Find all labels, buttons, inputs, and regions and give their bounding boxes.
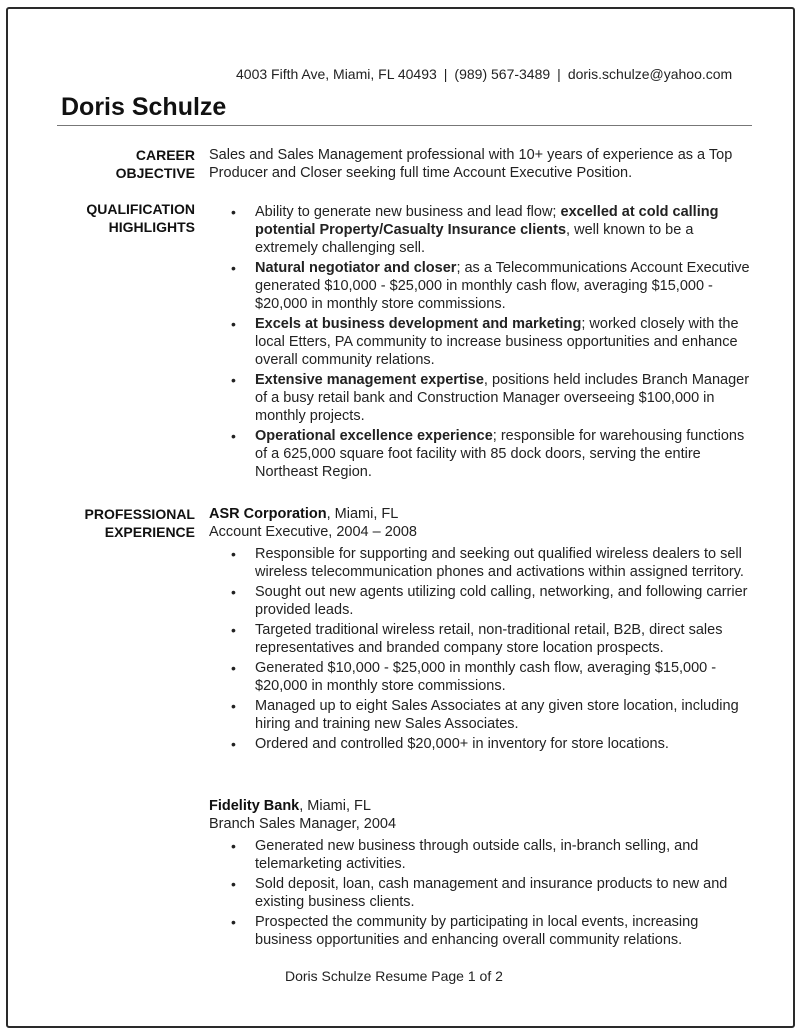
header-divider [57,125,752,126]
list-item: • Excels at business development and marketing; worked closely with the local Etters, PA community to increase business opportunities and enhance overall community relations. [209,315,757,369]
list-item: • Sought out new agents utilizing cold calling, networking, and following carrier provided leads. [209,583,757,619]
address: 4003 Fifth Ave, Miami, FL 40493 [236,66,437,82]
list-item: • Extensive management expertise, positions held includes Branch Manager of a busy retail bank and Construction Manager overseeing $100,000 in monthly projects. [209,371,757,425]
job-bullets-fidelity [209,837,757,951]
contact-line [236,66,732,82]
company-location: , Miami, FL [299,798,371,814]
company-location: , Miami, FL [326,506,399,522]
page-footer: Doris Schulze Resume Page 1 of 2 [285,968,503,984]
company-name: ASR Corporation [209,506,327,522]
objective-text: Sales and Sales Management professional with 10+ years of experience as a Top Producer and Closer seeking full time Account Executive Position. [209,147,733,181]
job-bullets-asr [209,545,757,755]
separator: | [557,66,561,82]
list-item: • Ability to generate new business and lead flow; excelled at cold calling potential Property/Casualty Insurance clients, well known to be a extremely challenging sell. [209,203,757,257]
phone: (989) 567-3489 [454,66,551,82]
job-header-fidelity [209,797,396,833]
separator: | [443,66,448,82]
list-item: • Operational excellence experience; responsible for warehousing functions of a 625,000 square foot facility with 85 dock doors, serving the entire Northeast Region. [209,427,757,481]
list-item: • Responsible for supporting and seeking out qualified wireless dealers to sell wireless telecommunication phones and activations within assigned territory. [209,545,757,581]
list-item: • Generated new business through outside calls, in-branch selling, and telemarketing activities. [209,837,757,873]
list-item: • Managed up to eight Sales Associates at any given store location, including hiring and training new Sales Associates. [209,697,757,733]
list-item: • Ordered and controlled $20,000+ in inventory for store locations. [209,735,757,753]
job-title: Account Executive, 2004 – 2008 [209,524,417,540]
section-label-objective: CAREER OBJECTIVE [115,147,195,181]
company-name: Fidelity Bank [209,798,300,814]
list-item: • Targeted traditional wireless retail, non-traditional retail, B2B, direct sales representatives and branded company store location prospects. [209,621,757,657]
job-header-asr [209,505,417,541]
job-title: Branch Sales Manager, 2004 [209,816,397,832]
qualification-list [209,203,757,483]
list-item: • Generated $10,000 - $25,000 in monthly cash flow, averaging $15,000 - $20,000 in monthly store commissions. [209,659,757,695]
section-label-qualifications: QUALIFICATION HIGHLIGHTS [86,201,195,235]
email: doris.schulze@yahoo.com [567,66,733,82]
list-item: • Sold deposit, loan, cash management and insurance products to new and existing business clients. [209,875,757,911]
candidate-name: Doris Schulze [61,93,227,121]
list-item: • Prospected the community by participating in local events, increasing business opportunities and enhancing overall community relations. [209,913,757,949]
section-label-experience: PROFESSIONAL EXPERIENCE [84,506,195,540]
list-item: • Natural negotiator and closer; as a Telecommunications Account Executive generated $10,000 - $25,000 in monthly cash flow, averaging $15,000 - $20,000 in monthly store commissions. [209,259,757,313]
